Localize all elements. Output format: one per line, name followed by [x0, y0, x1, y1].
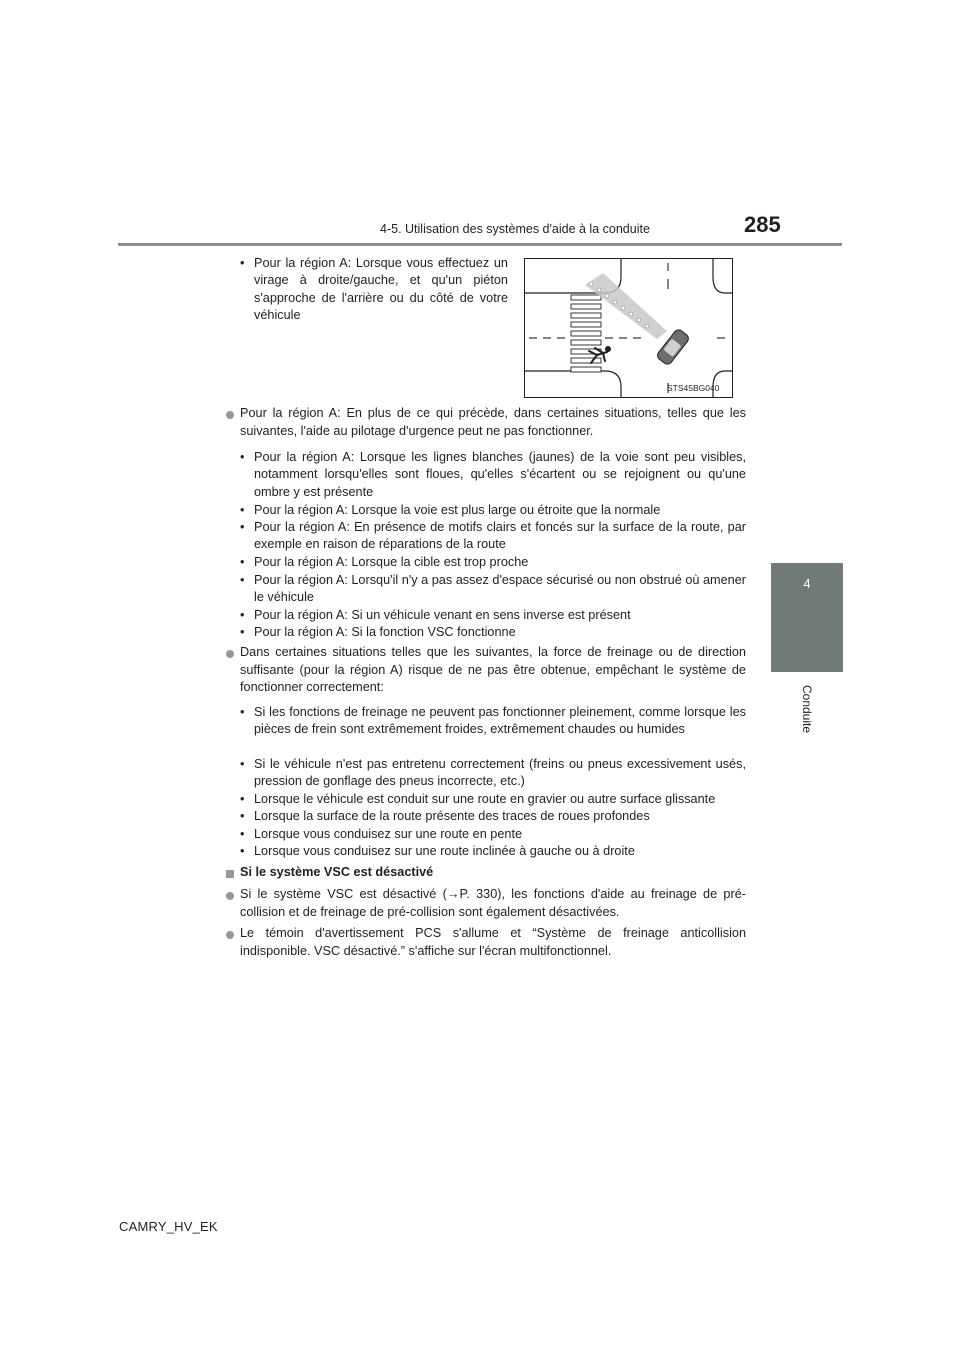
chapter-label-box [771, 680, 843, 770]
vsc-bullet [226, 892, 234, 900]
block1-item: • Pour la région A: Lorsque la voie est plus large ou étroite que la normale [240, 503, 661, 517]
block1-item: • Pour la région A: Lorsque les lignes blanches (jaunes) de la voie sont peu visibles, notamment lorsqu'elles sont floues, qu'elles s'écartent ou se rejoignent ou qu'une ombre y est présente [240, 450, 746, 499]
footer-model: CAMRY_HV_EK [119, 1219, 218, 1234]
chapter-number: 4 [803, 576, 811, 591]
block1-bullet [226, 411, 234, 419]
chapter-label: Conduite [800, 684, 814, 734]
section-header: 4-5. Utilisation des systèmes d'aide à la conduite [380, 222, 650, 236]
intersection-diagram [525, 259, 732, 397]
vsc-paragraph-1: Si le système VSC est désactivé (→P. 330), les fonctions d'aide au freinage de pré-collision et de freinage de pré-collision sont également désactivées. [240, 887, 746, 919]
block1-text: Pour la région A: En plus de ce qui précède, dans certaines situations, telles que les suivantes, l'aide au pilotage d'urgence peut ne pas fonctionner. [240, 406, 746, 438]
block1-item: • Pour la région A: Lorsqu'il n'y a pas assez d'espace sécurisé ou non obstrué où amener le véhicule [240, 573, 746, 605]
block2-text: Dans certaines situations telles que les suivantes, la force de freinage ou de direction suffisante (pour la région A) risque de ne pas être obtenue, empêchant le système de fonctionner correctement: [240, 645, 746, 695]
block2-item: • Lorsque vous conduisez sur une route inclinée à gauche ou à droite [240, 844, 635, 858]
block2-item: • Si le véhicule n'est pas entretenu correctement (freins ou pneus excessivement usés, pression de gonflage des pneus incorrecte, etc.) [240, 757, 746, 789]
block1-item: • Pour la région A: Lorsque la cible est trop proche [240, 555, 529, 569]
page-number: 285 [744, 212, 781, 237]
header-rule [118, 243, 842, 246]
block1-item: • Pour la région A: En présence de motifs clairs et foncés sur la surface de la route, par exemple en raison de réparations de la route [240, 520, 746, 552]
intro-item [240, 255, 508, 325]
block2-item: • Lorsque la surface de la route présente des traces de roues profondes [240, 809, 650, 823]
section-title: Si le système VSC est désactivé [240, 865, 434, 879]
illustration-figure [524, 258, 733, 398]
block2-item: • Lorsque le véhicule est conduit sur une route en gravier ou autre surface glissante [240, 792, 716, 806]
block2-item: • Lorsque vous conduisez sur une route en pente [240, 827, 523, 841]
bullet-mark: • [240, 256, 245, 270]
section-marker [226, 870, 234, 878]
intro-item-text: Pour la région A: Lorsque vous effectuez un virage à droite/gauche, et qu'un piéton s'approche de l'arrière ou du côté de votre véhicule [254, 256, 508, 323]
block2-bullet [226, 650, 234, 658]
vsc-bullet [226, 931, 234, 939]
block1-item: • Pour la région A: Si un véhicule venant en sens inverse est présent [240, 608, 631, 622]
vsc-paragraph-2: Le témoin d'avertissement PCS s'allume et “Système de freinage anticollision indisponible. VSC désactivé.” s'affiche sur l'écran multifonctionnel. [240, 926, 746, 958]
block2-item: • Si les fonctions de freinage ne peuvent pas fonctionner pleinement, comme lorsque les pièces de frein sont extrêmement froides, extrêmement chaudes ou humides [240, 705, 746, 737]
figure-code: STS45BG040 [667, 383, 720, 393]
block1-item: • Pour la région A: Si la fonction VSC fonctionne [240, 625, 516, 639]
